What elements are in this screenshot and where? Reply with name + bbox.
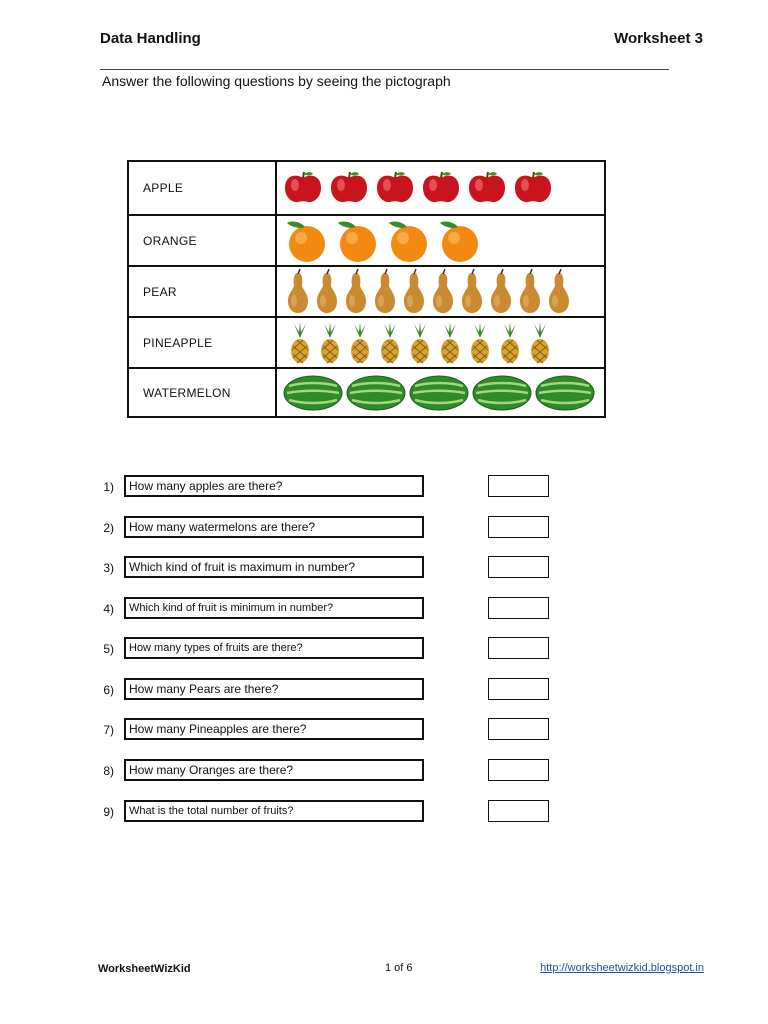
- pineapple-icon: [319, 322, 341, 364]
- fruit-icons: [277, 267, 604, 316]
- pear-icon: [343, 269, 369, 315]
- question-number: 9): [103, 805, 114, 819]
- question-box: How many watermelons are there?: [124, 516, 424, 538]
- question-box: How many types of fruits are there?: [124, 637, 424, 659]
- answer-box[interactable]: [488, 556, 549, 578]
- question-box: How many Oranges are there?: [124, 759, 424, 781]
- question-number: 3): [103, 561, 114, 575]
- watermelon-icon: [472, 374, 532, 412]
- question-box: Which kind of fruit is minimum in number?: [124, 597, 424, 619]
- answer-box[interactable]: [488, 597, 549, 619]
- answer-box[interactable]: [488, 800, 549, 822]
- orange-icon: [336, 219, 380, 263]
- pineapple-icon: [379, 322, 401, 364]
- page-number: 1 of 6: [385, 962, 413, 974]
- pictograph-row-pineapple: [129, 316, 604, 367]
- blog-link[interactable]: http://worksheetwizkid.blogspot.in: [540, 962, 704, 974]
- pineapple-icon: [289, 322, 311, 364]
- question-box: What is the total number of fruits?: [124, 800, 424, 822]
- fruit-label: ORANGE: [129, 216, 277, 265]
- question-number: 2): [103, 521, 114, 535]
- fruit-label: WATERMELON: [129, 369, 277, 416]
- pear-icon: [314, 269, 340, 315]
- footer-brand: WorksheetWizKid: [98, 963, 191, 975]
- pictograph-row-apple: [129, 162, 604, 214]
- orange-icon: [438, 219, 482, 263]
- fruit-label: PINEAPPLE: [129, 318, 277, 367]
- pictograph-row-pear: [129, 265, 604, 316]
- pineapple-icon: [499, 322, 521, 364]
- pineapple-icon: [469, 322, 491, 364]
- watermelon-icon: [535, 374, 595, 412]
- answer-box[interactable]: [488, 637, 549, 659]
- worksheet-number: Worksheet 3: [614, 30, 703, 47]
- orange-icon: [387, 219, 431, 263]
- answer-box[interactable]: [488, 516, 549, 538]
- instruction-text: Answer the following questions by seeing the pictograph: [102, 73, 451, 89]
- pear-icon: [401, 269, 427, 315]
- header-rule: [100, 69, 669, 70]
- question-box: How many Pears are there?: [124, 678, 424, 700]
- question-number: 4): [103, 602, 114, 616]
- question-box: How many apples are there?: [124, 475, 424, 497]
- question-number: 5): [103, 642, 114, 656]
- question-number: 7): [103, 723, 114, 737]
- answer-box[interactable]: [488, 718, 549, 740]
- fruit-icons: [277, 216, 604, 265]
- apple-icon: [421, 170, 461, 204]
- pictograph-row-orange: [129, 214, 604, 265]
- page-header-title: Data Handling: [100, 30, 201, 47]
- fruit-icons: [277, 162, 604, 214]
- pear-icon: [285, 269, 311, 315]
- watermelon-icon: [346, 374, 406, 412]
- pear-icon: [517, 269, 543, 315]
- question-number: 6): [103, 683, 114, 697]
- pineapple-icon: [529, 322, 551, 364]
- question-box: How many Pineapples are there?: [124, 718, 424, 740]
- answer-box[interactable]: [488, 475, 549, 497]
- pear-icon: [372, 269, 398, 315]
- question-number: 1): [103, 480, 114, 494]
- pictograph-row-watermelon: [129, 367, 604, 416]
- fruit-icons: [277, 369, 604, 416]
- apple-icon: [513, 170, 553, 204]
- answer-box[interactable]: [488, 759, 549, 781]
- pear-icon: [546, 269, 572, 315]
- fruit-label: PEAR: [129, 267, 277, 316]
- pear-icon: [459, 269, 485, 315]
- apple-icon: [467, 170, 507, 204]
- pineapple-icon: [409, 322, 431, 364]
- pear-icon: [488, 269, 514, 315]
- question-box: Which kind of fruit is maximum in number?: [124, 556, 424, 578]
- fruit-label: APPLE: [129, 162, 277, 214]
- apple-icon: [329, 170, 369, 204]
- pear-icon: [430, 269, 456, 315]
- pineapple-icon: [349, 322, 371, 364]
- apple-icon: [375, 170, 415, 204]
- question-number: 8): [103, 764, 114, 778]
- answer-box[interactable]: [488, 678, 549, 700]
- fruit-icons: [277, 318, 604, 367]
- watermelon-icon: [283, 374, 343, 412]
- pineapple-icon: [439, 322, 461, 364]
- orange-icon: [285, 219, 329, 263]
- pictograph-table: [127, 160, 606, 418]
- watermelon-icon: [409, 374, 469, 412]
- apple-icon: [283, 170, 323, 204]
